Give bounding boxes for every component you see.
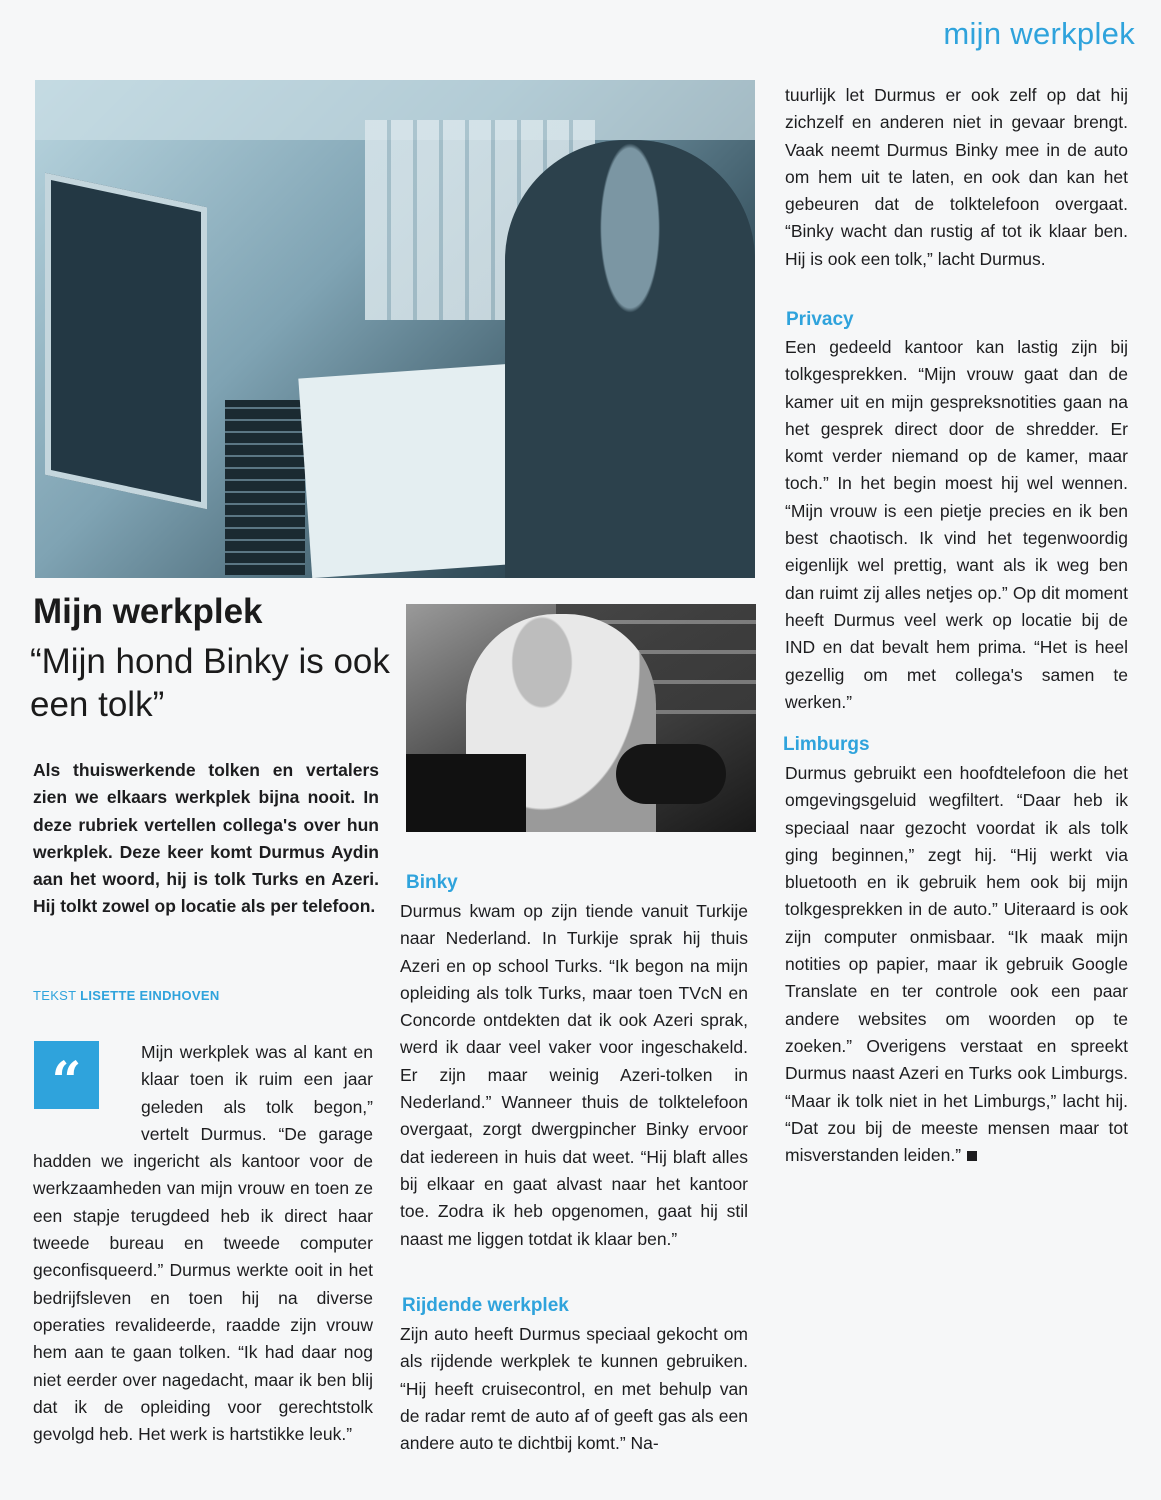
body-column-1 <box>33 1039 373 1448</box>
photo-keyboard <box>225 400 305 575</box>
body-col1-text: Mijn werkplek was al kant en klaar toen ik ruim een jaar geleden als tolk begon,” vertelt Durmus. “De garage hadden we ingericht als kantoor voor de werkzaamheden van mijn vrouw en toen ze een stapje terugdeed heb ik direct haar tweede bureau en tweede computer geconfisqueerd.” Durmus werkte ooit in het bedrijfsleven en toen hij na diverse operaties revalideerde, raadde zijn vrouw hem aan te gaan tolken. “Ik had daar nog niet eerder over nagedacht, maar ik ben blij dat ik de opleiding voor gerechtstolk gevolgd heb. Het werk is hartstikke leuk.” <box>33 1042 373 1445</box>
subheading-binky: Binky <box>406 872 458 893</box>
body-limburgs-wrap <box>785 760 1128 1169</box>
body-limburgs: Durmus gebruikt een hoofdtelefoon die het omgevingsgeluid wegfiltert. “Daar heb ik speciaal naar gezocht voordat ik als tolk ging beginnen,” zegt hij. “Hij werkt via bluetooth en ik gebruik hem ook bij mijn tolkgesprekken in de auto.” Uiteraard is ook zijn computer onmisbaar. “Ik maak mijn notities op papier, maar ik gebruik Google Translate en ter controle ook een paar andere websites om woorden op te zoeken.” Overigens verstaat en spreekt Durmus naast Azeri en Turks ook Limburgs. “Maar ik tolk niet in het Limburgs,” lacht hij. “Dat zou bij de meeste mensen maar tot misverstanden leiden.” <box>785 763 1128 1166</box>
photo-dog <box>616 744 726 804</box>
article-quote-title: “Mijn hond Binky is ook een tolk” <box>30 642 390 724</box>
subheading-privacy: Privacy <box>786 309 854 330</box>
quote-mark-box: “ <box>34 1041 99 1109</box>
article-intro: Als thuiswerkende tolken en vertalers zien we elkaars werkplek bijna nooit. In deze rubriek vertellen collega's over hun werkplek. Deze keer komt Durmus Aydin aan het woord, hij is tolk Turks en Azeri. Hij tolkt zowel op locatie als per telefoon. <box>33 760 379 917</box>
photo-person <box>505 140 755 578</box>
subheading-limburgs: Limburgs <box>783 734 870 755</box>
secondary-photo <box>406 604 756 832</box>
author-credit <box>33 988 220 1003</box>
credit-prefix: TEKST <box>33 988 81 1003</box>
body-privacy: Een gedeeld kantoor kan lastig zijn bij tolkgesprekken. “Mijn vrouw gaat dan de kamer uit en mijn gespreksnotities gaan na het gesprek direct door de shredder. Er komt verder niemand op de kamer, maar toch.” In het begin moest hij wel wennen. “Mijn vrouw is een pietje precies en ik ben best chaotisch. Ik vind het tegenwoordig eigenlijk wel prettig, want als ik weg ben dan ruimt zij alles netjes op.” Op dit moment heeft Durmus veel werk op locatie bij de IND en dat bevalt hem prima. “Het is heel gezellig om met collega's samen te werken.” <box>785 337 1128 712</box>
body-rijdende: Zijn auto heeft Durmus speciaal gekocht om als rijdende werkplek te kunnen gebruiken. “Hij heeft cruisecontrol, en met behulp van de radar remt de auto af of geeft gas als een andere auto te dichtbij komt.” Na- <box>400 1324 748 1454</box>
article-title: Mijn werkplek <box>33 592 263 631</box>
photo-laptop <box>406 754 526 832</box>
body-column-3-top: tuurlijk let Durmus er ook zelf op dat hij zichzelf en anderen niet in gevaar brengt. Vaak neemt Durmus Binky mee in de auto om hem uit te laten, en ook dan kan het gebeuren dat de tolktelefoon overgaat. “Binky wacht dan rustig af tot ik klaar ben. Hij is ook een tolk,” lacht Durmus. <box>785 85 1128 269</box>
body-binky: Durmus kwam op zijn tiende vanuit Turkije naar Nederland. In Turkije sprak hij thuis Azeri en op school Turks. “Ik begon na mijn opleiding als tolk Turks, maar toen TVcN en Concorde ontdekten dat ik ook Azeri sprak, werd ik daar veel vaker voor ingeschakeld. Er zijn maar weinig Azeri-tolken in Nederland.” Wanneer thuis de tolktelefoon overgaat, zorgt dwergpincher Binky ervoor dat iedereen in huis dat weet. “Hij blaft alles bij elkaar en gaat alvast naar het kantoor toe. Zodra ik heb opgenomen, gaat hij stil naast me liggen totdat ik klaar ben.” <box>400 901 748 1249</box>
credit-name: LISETTE EINDHOVEN <box>80 988 220 1003</box>
main-photo <box>35 80 755 578</box>
section-tag: mijn werkplek <box>943 16 1135 51</box>
subheading-rijdende-werkplek: Rijdende werkplek <box>402 1295 569 1316</box>
photo-monitor <box>45 173 207 509</box>
end-of-article-mark <box>967 1151 977 1161</box>
dropcap-spacer <box>33 1039 141 1147</box>
